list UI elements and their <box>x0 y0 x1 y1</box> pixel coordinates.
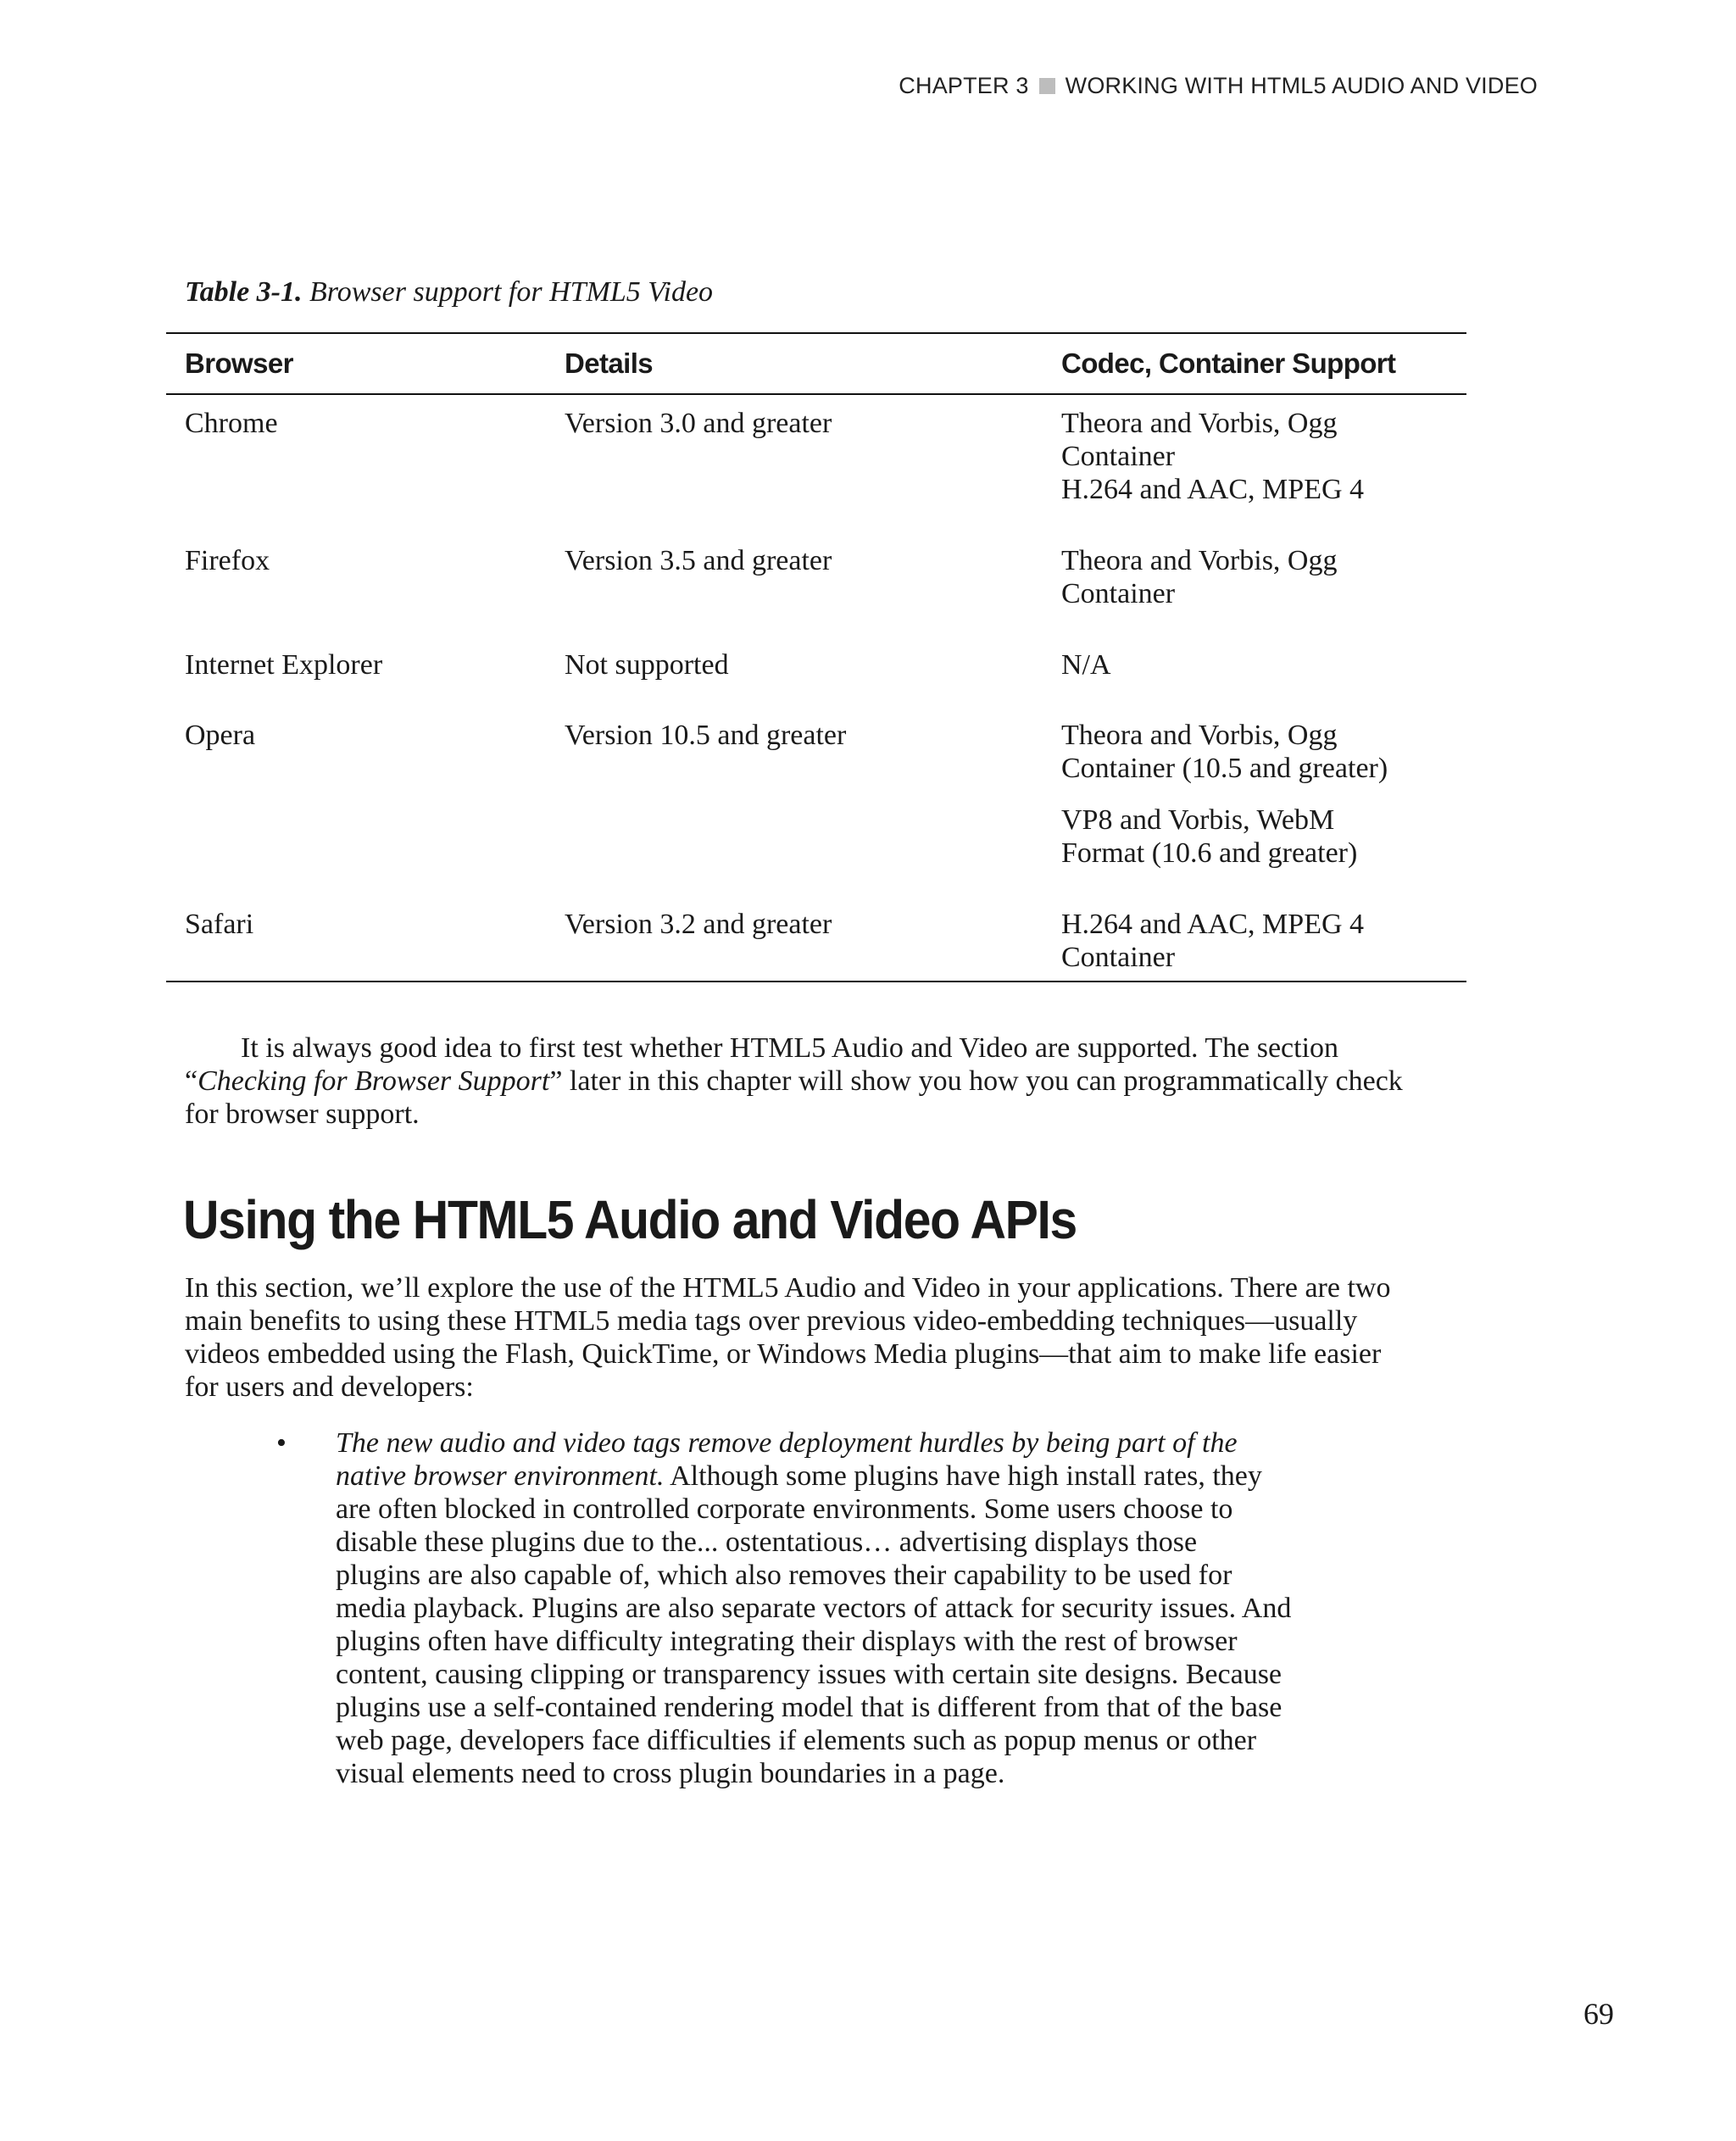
table-row <box>166 908 1466 974</box>
codec-line: Theora and Vorbis, Ogg <box>1061 545 1338 576</box>
paragraph-line: In this section, we’ll explore the use of the HTML5 Audio and Video in your applications. There are two <box>185 1272 1391 1304</box>
cell-details: Version 10.5 and greater <box>565 720 847 751</box>
cell-codec <box>1061 407 1466 506</box>
chapter-title: WORKING WITH HTML5 AUDIO AND VIDEO <box>1065 73 1538 98</box>
table-caption-label: Table 3-1. <box>185 276 303 308</box>
open-quote: “ <box>185 1065 198 1097</box>
codec-line: H.264 and AAC, MPEG 4 <box>1061 909 1365 940</box>
table-row <box>166 544 1466 610</box>
paragraph-browser-support-note <box>185 1032 1541 1131</box>
column-header-browser: Browser <box>185 348 293 379</box>
paragraph-line-text: It is always good idea to first test whether HTML5 Audio and Video are supported. The section <box>241 1032 1339 1064</box>
bullet-line: content, causing clipping or transparency issues with certain site designs. Because <box>336 1659 1283 1690</box>
paragraph-line: main benefits to using these HTML5 media tags over previous video-embedding techniques—usually <box>185 1305 1358 1337</box>
bullet-line: visual elements need to cross plugin boundaries in a page. <box>336 1758 1005 1789</box>
codec-line: H.264 and AAC, MPEG 4 <box>1061 474 1365 505</box>
cell-browser: Chrome <box>185 408 278 439</box>
bullet-line: disable these plugins due to the... ostentatious… advertising displays those <box>336 1527 1198 1558</box>
table-caption <box>185 276 713 309</box>
bullet-line: are often blocked in controlled corporate environments. Some users choose to <box>336 1493 1233 1525</box>
bullet-icon: • <box>276 1427 287 1459</box>
codec-block <box>1061 544 1466 610</box>
cell-browser: Firefox <box>185 545 270 576</box>
cell-browser: Safari <box>185 909 254 940</box>
list-item <box>271 1426 1458 1790</box>
table-row <box>166 648 1466 681</box>
paragraph-line: for users and developers: <box>185 1371 474 1403</box>
cell-details: Version 3.0 and greater <box>565 408 832 439</box>
cross-reference-italic: Checking for Browser Support <box>198 1065 550 1097</box>
codec-line: Format (10.6 and greater) <box>1061 837 1358 869</box>
codec-line: Theora and Vorbis, Ogg <box>1061 408 1338 439</box>
table-header-row <box>166 334 1466 395</box>
paragraph-line <box>185 1065 1541 1098</box>
codec-block <box>1061 719 1466 785</box>
cell-details: Not supported <box>565 649 729 681</box>
codec-block <box>1061 648 1466 681</box>
paragraph-section-intro <box>185 1271 1541 1404</box>
codec-line: Container (10.5 and greater) <box>1061 753 1388 784</box>
cell-codec <box>1061 908 1466 974</box>
cell-details: Version 3.5 and greater <box>565 545 832 576</box>
table-caption-text: Browser support for HTML5 Video <box>309 276 714 308</box>
cell-details: Version 3.2 and greater <box>565 909 832 940</box>
table-row <box>166 407 1466 506</box>
running-header <box>899 73 1538 99</box>
codec-line: N/A <box>1061 649 1111 681</box>
benefits-list <box>271 1426 1458 1790</box>
cell-browser: Internet Explorer <box>185 649 383 681</box>
codec-block <box>1061 908 1466 974</box>
codec-line: Container <box>1061 441 1176 472</box>
paragraph-line-text: ” later in this chapter will show you how you can programmatically check <box>549 1065 1403 1097</box>
square-separator-icon <box>1039 78 1055 94</box>
codec-block <box>1061 407 1466 506</box>
cell-codec <box>1061 544 1466 610</box>
codec-line: Theora and Vorbis, Ogg <box>1061 720 1338 751</box>
table-body <box>166 395 1466 981</box>
bullet-lead-italic: The new audio and video tags remove deployment hurdles by being part of the <box>336 1427 1238 1459</box>
bullet-line <box>336 1426 1458 1460</box>
bullet-line-text: Although some plugins have high install rates, they <box>664 1460 1262 1492</box>
codec-line: VP8 and Vorbis, WebM <box>1061 804 1335 836</box>
bullet-lead-italic: native browser environment. <box>336 1460 665 1492</box>
bullet-line: web page, developers face difficulties if elements such as popup menus or other <box>336 1725 1257 1756</box>
bullet-line <box>336 1460 1458 1493</box>
cell-browser: Opera <box>185 720 256 751</box>
cell-codec <box>1061 719 1466 870</box>
codec-block <box>1061 804 1466 870</box>
browser-support-table <box>166 332 1466 982</box>
column-header-details: Details <box>565 348 654 379</box>
table-row <box>166 719 1466 870</box>
bullet-line: plugins use a self-contained rendering model that is different from that of the base <box>336 1692 1283 1723</box>
bullet-line: media playback. Plugins are also separate vectors of attack for security issues. And <box>336 1593 1292 1624</box>
column-header-codec: Codec, Container Support <box>1061 348 1396 379</box>
cell-codec <box>1061 648 1466 681</box>
bullet-line: plugins often have difficulty integrating their displays with the rest of browser <box>336 1626 1238 1657</box>
paragraph-line: for browser support. <box>185 1098 420 1130</box>
chapter-label: CHAPTER 3 <box>899 73 1029 98</box>
paragraph-line <box>185 1032 1541 1065</box>
bullet-line: plugins are also capable of, which also removes their capability to be used for <box>336 1560 1232 1591</box>
page-number: 69 <box>1583 1997 1614 2031</box>
codec-line: Container <box>1061 578 1176 609</box>
codec-line: Container <box>1061 942 1176 973</box>
paragraph-line: videos embedded using the Flash, QuickTime, or Windows Media plugins—that aim to make life easier <box>185 1338 1382 1370</box>
section-heading: Using the HTML5 Audio and Video APIs <box>183 1189 1077 1250</box>
